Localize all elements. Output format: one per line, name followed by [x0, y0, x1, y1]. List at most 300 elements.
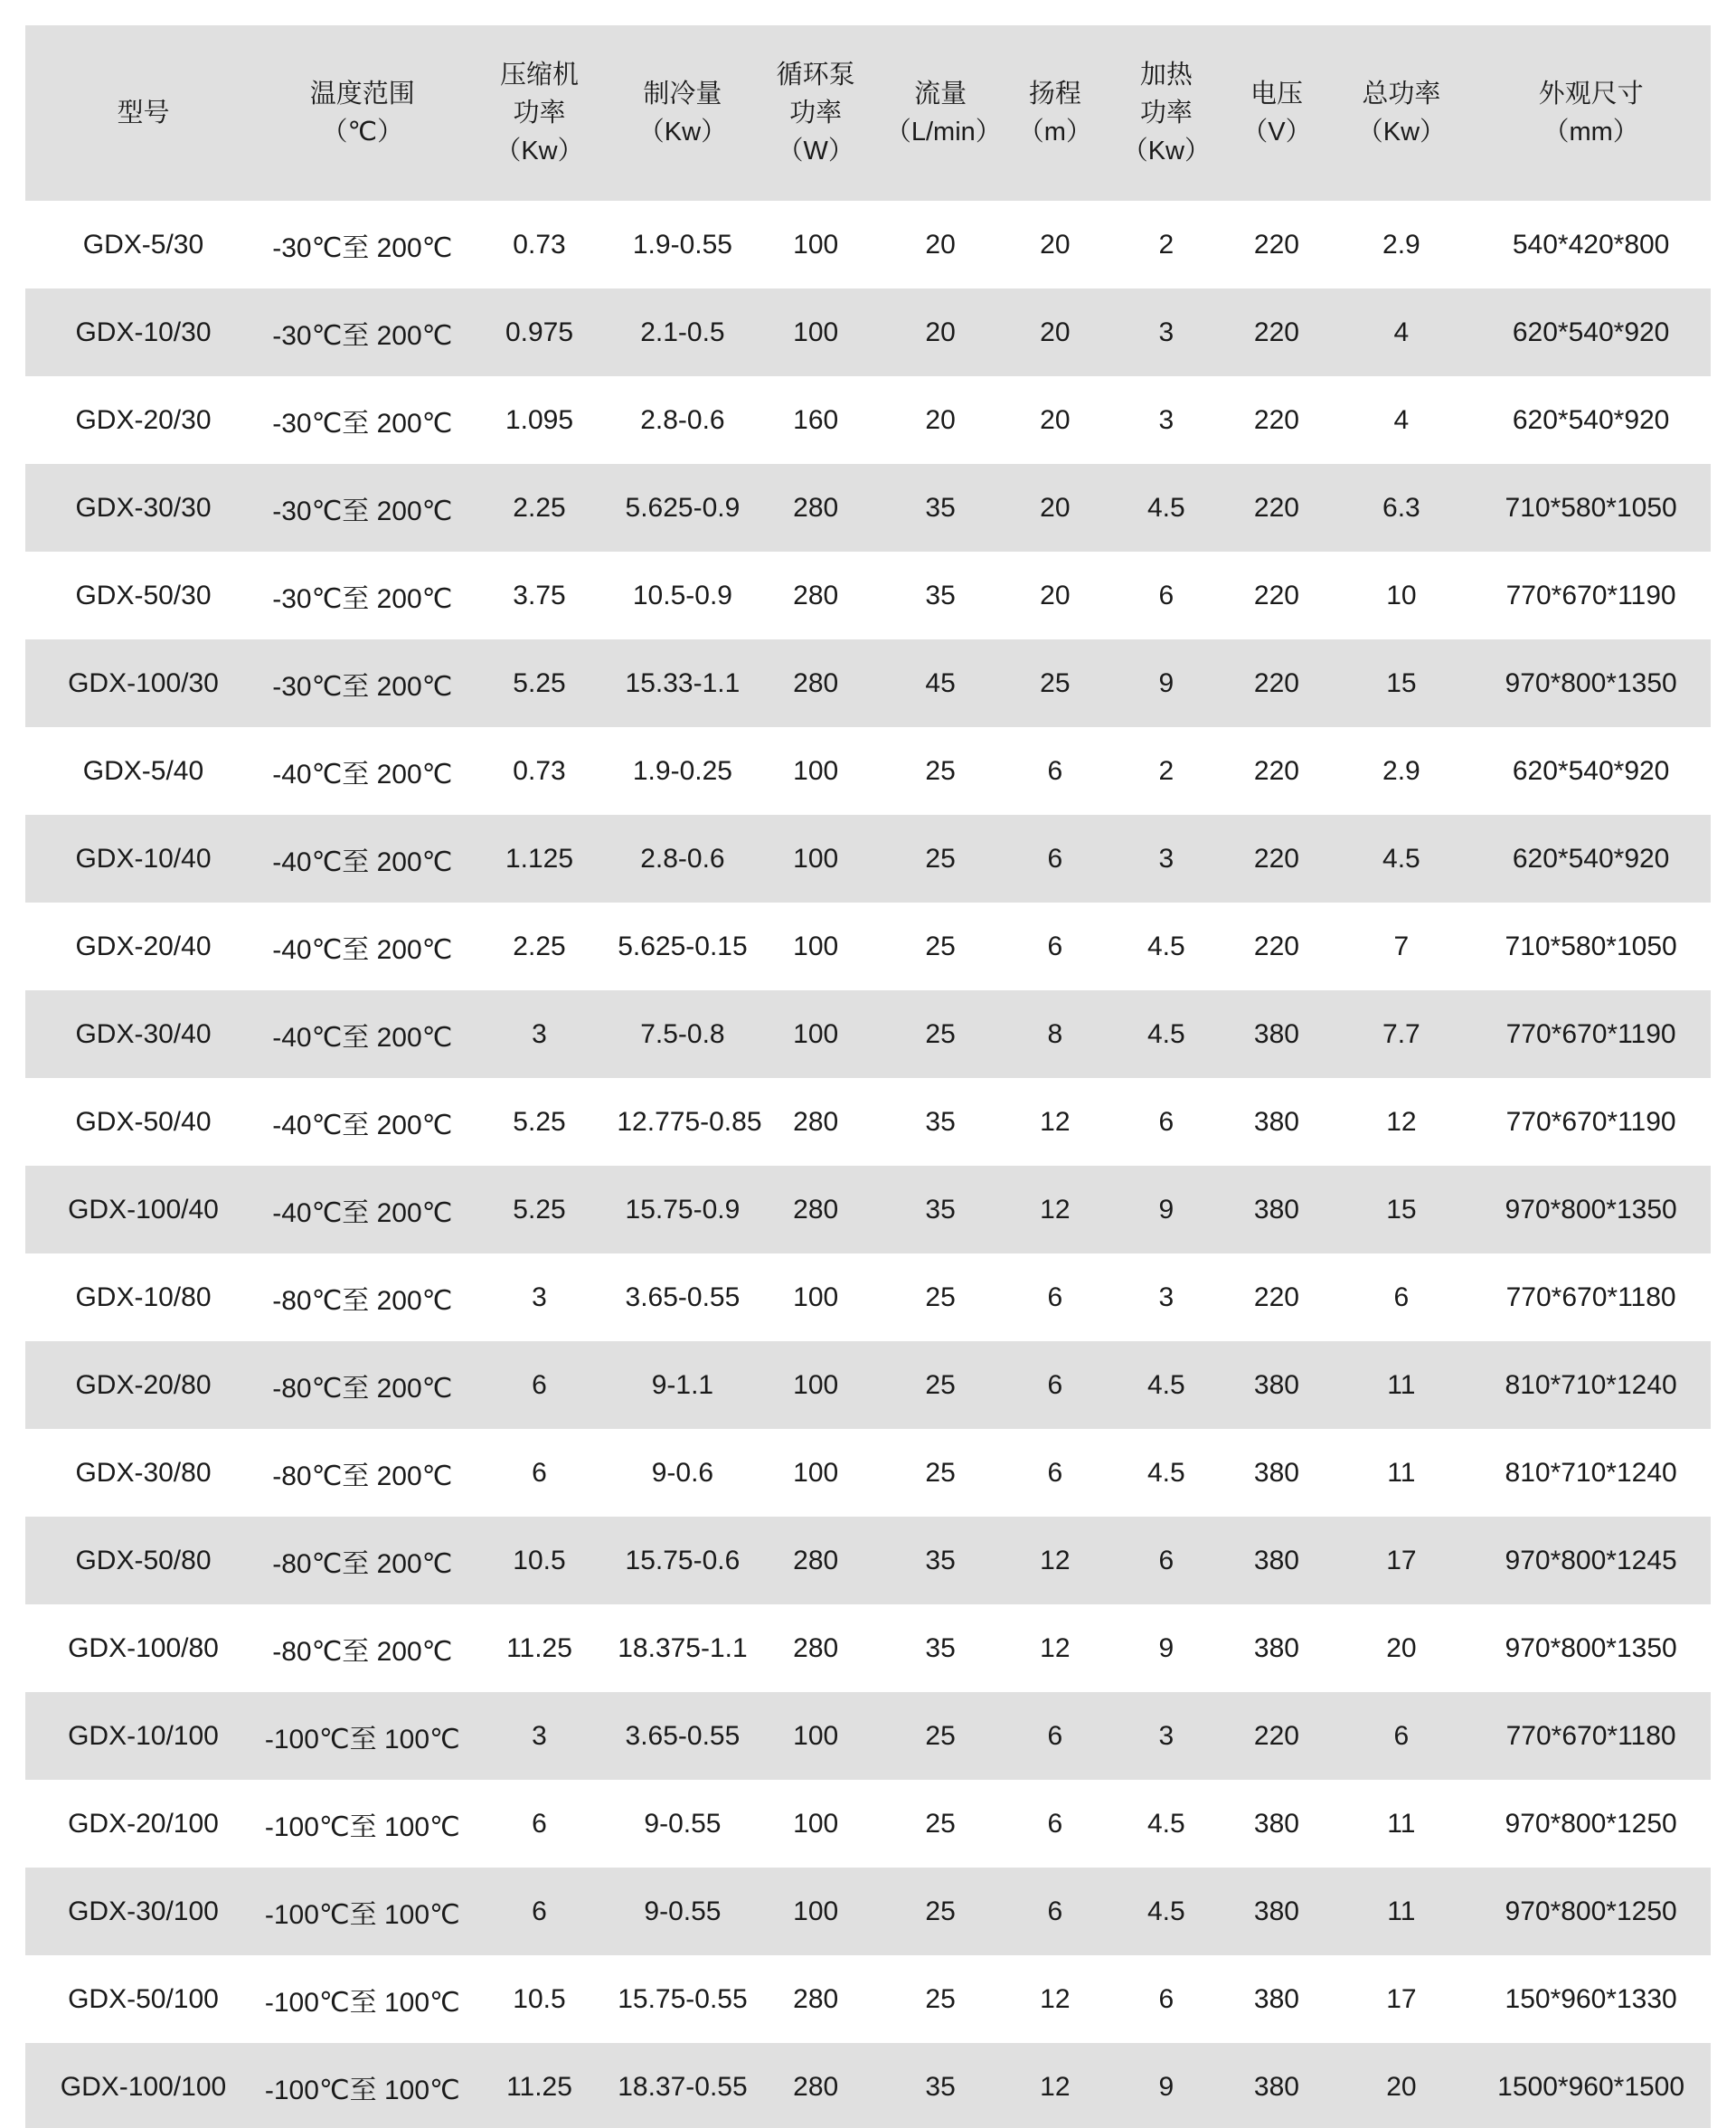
cell-lift-head: 12 [1040, 1545, 1071, 1575]
cell-lift-head: 25 [1040, 667, 1071, 698]
cell-flow-rate: 25 [925, 1808, 956, 1839]
column-header-line: （Kw） [637, 118, 728, 147]
table-row [25, 1955, 1711, 2043]
cell-heating-power: 3 [1158, 1282, 1175, 1312]
cell-pump-power: 100 [793, 317, 839, 347]
column-header-dimensions [1471, 25, 1711, 201]
table-row [25, 288, 1711, 376]
cell-voltage: 220 [1253, 492, 1299, 523]
cell-model: GDX-30/100 [68, 1896, 219, 1926]
cell-pump-power: 100 [793, 1808, 839, 1839]
cell-temp-range: -40℃至 200℃ [272, 759, 453, 790]
cell-lift-head: 6 [1047, 843, 1063, 874]
cell-model: GDX-100/30 [68, 667, 219, 698]
cell-total-power: 11 [1387, 1369, 1416, 1400]
cell-cooling-capacity: 12.775-0.85 [617, 1106, 762, 1137]
column-header-pump-power [750, 25, 881, 201]
cell-dimensions: 770*670*1190 [1505, 1018, 1676, 1049]
cell-total-power: 2.9 [1382, 755, 1420, 786]
cell-dimensions: 970*800*1245 [1505, 1545, 1677, 1575]
cell-total-power: 6.3 [1382, 492, 1420, 523]
cell-total-power: 11 [1387, 1896, 1416, 1926]
cell-cooling-capacity: 10.5-0.9 [632, 580, 732, 610]
cell-cooling-capacity: 9-0.55 [644, 1808, 722, 1839]
cell-lift-head: 12 [1040, 1194, 1071, 1225]
cell-heating-power: 3 [1158, 1720, 1175, 1751]
column-header-line: 功率 [513, 98, 566, 128]
cell-lift-head: 6 [1047, 931, 1063, 961]
cell-total-power: 4.5 [1382, 843, 1420, 874]
cell-lift-head: 20 [1040, 229, 1071, 260]
cell-total-power: 20 [1386, 1632, 1417, 1663]
cell-model: GDX-10/100 [68, 1720, 219, 1751]
cell-cooling-capacity: 18.375-1.1 [618, 1632, 748, 1663]
cell-lift-head: 6 [1047, 1720, 1063, 1751]
cell-flow-rate: 25 [925, 1720, 956, 1751]
cell-temp-range: -100℃至 100℃ [264, 2075, 460, 2105]
cell-model: GDX-50/40 [75, 1106, 212, 1137]
table-header-row [25, 25, 1711, 201]
cell-pump-power: 100 [793, 755, 839, 786]
cell-heating-power: 9 [1158, 2071, 1175, 2102]
cell-pump-power: 280 [793, 1194, 839, 1225]
cell-compressor-power: 10.5 [513, 1983, 566, 2014]
cell-temp-range: -30℃至 200℃ [272, 583, 453, 614]
cell-temp-range: -100℃至 100℃ [264, 1987, 460, 2018]
column-header-temp-range [261, 25, 464, 201]
cell-flow-rate: 25 [925, 1983, 956, 2014]
cell-dimensions: 810*710*1240 [1505, 1369, 1677, 1400]
cell-model: GDX-100/80 [68, 1632, 219, 1663]
cell-model: GDX-5/30 [82, 229, 204, 260]
cell-dimensions: 970*800*1250 [1505, 1808, 1677, 1839]
cell-heating-power: 4.5 [1147, 931, 1185, 961]
cell-heating-power: 3 [1158, 317, 1175, 347]
cell-total-power: 11 [1387, 1808, 1416, 1839]
cell-model: GDX-20/30 [75, 404, 212, 435]
cell-lift-head: 12 [1040, 1983, 1071, 2014]
cell-cooling-capacity: 15.33-1.1 [625, 667, 741, 698]
table-row [25, 1166, 1711, 1253]
cell-compressor-power: 5.25 [513, 1106, 566, 1137]
cell-flow-rate: 35 [925, 1106, 956, 1137]
cell-voltage: 380 [1253, 1369, 1299, 1400]
cell-cooling-capacity: 18.37-0.55 [618, 2071, 748, 2102]
cell-compressor-power: 3 [532, 1720, 547, 1751]
cell-voltage: 380 [1253, 1896, 1299, 1926]
column-header-line: （Kw） [495, 137, 584, 166]
cell-pump-power: 100 [793, 931, 839, 961]
cell-temp-range: -100℃至 100℃ [264, 1724, 460, 1754]
cell-flow-rate: 25 [925, 843, 956, 874]
cell-cooling-capacity: 15.75-0.9 [625, 1194, 741, 1225]
column-header-line: （L/min） [884, 118, 1002, 147]
table-row [25, 639, 1711, 727]
cell-voltage: 380 [1253, 1018, 1299, 1049]
cell-voltage: 380 [1253, 1545, 1299, 1575]
cell-voltage: 380 [1253, 1106, 1299, 1137]
column-header-line: 外观尺寸 [1538, 79, 1644, 109]
cell-compressor-power: 0.975 [505, 317, 574, 347]
cell-dimensions: 970*800*1350 [1505, 1632, 1677, 1663]
cell-lift-head: 8 [1047, 1018, 1063, 1049]
table-row [25, 1253, 1711, 1341]
cell-temp-range: -30℃至 200℃ [272, 496, 453, 526]
cell-pump-power: 100 [793, 843, 839, 874]
cell-compressor-power: 6 [532, 1896, 547, 1926]
cell-temp-range: -40℃至 200℃ [272, 846, 453, 877]
cell-pump-power: 280 [793, 667, 839, 698]
cell-voltage: 220 [1253, 1720, 1299, 1751]
table-row [25, 1341, 1711, 1429]
cell-dimensions: 810*710*1240 [1505, 1457, 1677, 1488]
cell-model: GDX-50/80 [75, 1545, 212, 1575]
cell-total-power: 7.7 [1382, 1018, 1420, 1049]
column-header-line: 温度范围 [309, 79, 415, 109]
cell-total-power: 4 [1393, 317, 1410, 347]
cell-dimensions: 770*670*1190 [1505, 580, 1676, 610]
cell-flow-rate: 25 [925, 1896, 956, 1926]
cell-pump-power: 100 [793, 1282, 839, 1312]
cell-heating-power: 4.5 [1147, 1369, 1185, 1400]
cell-voltage: 380 [1253, 1194, 1299, 1225]
table-row [25, 1429, 1711, 1517]
cell-voltage: 220 [1253, 317, 1299, 347]
column-header-line: （m） [1017, 118, 1092, 147]
cell-temp-range: -30℃至 200℃ [272, 232, 453, 263]
cell-temp-range: -80℃至 200℃ [272, 1285, 453, 1316]
cell-flow-rate: 35 [925, 1194, 956, 1225]
cell-dimensions: 970*800*1350 [1505, 1194, 1677, 1225]
cell-cooling-capacity: 9-0.6 [651, 1457, 714, 1488]
cell-total-power: 15 [1386, 667, 1417, 698]
cell-lift-head: 6 [1047, 1369, 1063, 1400]
cell-pump-power: 280 [793, 1632, 839, 1663]
cell-voltage: 220 [1253, 843, 1299, 874]
cell-lift-head: 6 [1047, 1808, 1063, 1839]
cell-flow-rate: 35 [925, 1632, 956, 1663]
cell-voltage: 220 [1253, 755, 1299, 786]
table-row [25, 903, 1711, 990]
cell-temp-range: -40℃至 200℃ [272, 1197, 453, 1228]
cell-heating-power: 2 [1158, 229, 1175, 260]
cell-temp-range: -100℃至 100℃ [264, 1811, 460, 1842]
column-header-model [25, 25, 261, 201]
cell-dimensions: 1500*960*1500 [1497, 2071, 1685, 2102]
cell-flow-rate: 25 [925, 931, 956, 961]
cell-lift-head: 12 [1040, 1106, 1071, 1137]
cell-lift-head: 6 [1047, 1457, 1063, 1488]
cell-total-power: 12 [1386, 1106, 1417, 1137]
column-header-line: 制冷量 [643, 79, 722, 109]
cell-lift-head: 12 [1040, 2071, 1071, 2102]
cell-voltage: 380 [1253, 1457, 1299, 1488]
cell-heating-power: 4.5 [1147, 1457, 1185, 1488]
cell-pump-power: 100 [793, 229, 839, 260]
column-header-line: （V） [1241, 118, 1312, 147]
cell-voltage: 380 [1253, 1983, 1299, 2014]
cell-flow-rate: 20 [925, 404, 956, 435]
cell-compressor-power: 0.73 [513, 755, 566, 786]
column-header-cooling-capacity [615, 25, 750, 201]
column-header-total-power [1332, 25, 1472, 201]
cell-compressor-power: 3 [532, 1018, 547, 1049]
cell-total-power: 4 [1393, 404, 1410, 435]
cell-lift-head: 6 [1047, 755, 1063, 786]
column-header-line: 流量 [914, 79, 967, 109]
cell-cooling-capacity: 2.8-0.6 [640, 843, 725, 874]
cell-cooling-capacity: 1.9-0.25 [632, 755, 732, 786]
cell-model: GDX-20/80 [75, 1369, 212, 1400]
cell-model: GDX-10/40 [75, 843, 212, 874]
cell-total-power: 20 [1386, 2071, 1417, 2102]
cell-compressor-power: 3.75 [513, 580, 566, 610]
table-row [25, 464, 1711, 552]
cell-model: GDX-10/30 [75, 317, 212, 347]
cell-model: GDX-100/100 [60, 2071, 227, 2102]
cell-heating-power: 9 [1158, 667, 1175, 698]
column-header-line: 循环泵 [776, 60, 855, 90]
cell-dimensions: 770*670*1180 [1505, 1720, 1676, 1751]
cell-voltage: 380 [1253, 1632, 1299, 1663]
cell-lift-head: 6 [1047, 1282, 1063, 1312]
cell-heating-power: 4.5 [1147, 1896, 1185, 1926]
cell-dimensions: 970*800*1350 [1505, 667, 1677, 698]
cell-compressor-power: 0.73 [513, 229, 566, 260]
table-row [25, 376, 1711, 464]
cell-temp-range: -80℃至 200℃ [272, 1548, 453, 1579]
cell-model: GDX-30/40 [75, 1018, 212, 1049]
table-row [25, 1692, 1711, 1780]
cell-voltage: 220 [1253, 667, 1299, 698]
column-header-line: 扬程 [1028, 79, 1081, 109]
cell-compressor-power: 2.25 [513, 931, 566, 961]
cell-heating-power: 3 [1158, 843, 1175, 874]
cell-compressor-power: 1.095 [505, 404, 574, 435]
cell-flow-rate: 35 [925, 492, 956, 523]
cell-heating-power: 9 [1158, 1632, 1175, 1663]
cell-heating-power: 9 [1158, 1194, 1175, 1225]
cell-pump-power: 280 [793, 1545, 839, 1575]
cell-total-power: 17 [1386, 1983, 1417, 2014]
cell-heating-power: 3 [1158, 404, 1175, 435]
cell-model: GDX-10/80 [75, 1282, 212, 1312]
column-header-line: 电压 [1250, 79, 1303, 109]
table-row [25, 1780, 1711, 1868]
column-header-line: 总功率 [1362, 79, 1441, 109]
cell-model: GDX-20/40 [75, 931, 212, 961]
cell-total-power: 2.9 [1382, 229, 1420, 260]
cell-model: GDX-20/100 [68, 1808, 219, 1839]
table-row [25, 201, 1711, 288]
cell-voltage: 220 [1253, 931, 1299, 961]
cell-cooling-capacity: 15.75-0.6 [625, 1545, 741, 1575]
cell-cooling-capacity: 2.1-0.5 [640, 317, 725, 347]
cell-total-power: 6 [1393, 1720, 1410, 1751]
cell-compressor-power: 6 [532, 1369, 547, 1400]
cell-total-power: 6 [1393, 1282, 1410, 1312]
column-header-line: 压缩机 [499, 60, 579, 90]
table-row [25, 2043, 1711, 2128]
cell-dimensions: 710*580*1050 [1505, 492, 1677, 523]
column-header-line: 加热 [1139, 60, 1193, 90]
cell-flow-rate: 25 [925, 1018, 956, 1049]
cell-cooling-capacity: 5.625-0.9 [625, 492, 741, 523]
cell-dimensions: 620*540*920 [1512, 755, 1670, 786]
cell-flow-rate: 35 [925, 580, 956, 610]
cell-total-power: 11 [1387, 1457, 1416, 1488]
cell-heating-power: 4.5 [1147, 1018, 1185, 1049]
cell-voltage: 220 [1253, 1282, 1299, 1312]
cell-pump-power: 280 [793, 1106, 839, 1137]
cell-heating-power: 2 [1158, 755, 1175, 786]
column-header-compressor-power [464, 25, 616, 201]
cell-temp-range: -30℃至 200℃ [272, 671, 453, 702]
cell-flow-rate: 25 [925, 755, 956, 786]
cell-model: GDX-50/100 [68, 1983, 219, 2014]
cell-compressor-power: 11.25 [506, 2071, 572, 2102]
cell-dimensions: 620*540*920 [1512, 843, 1670, 874]
table-row [25, 1604, 1711, 1692]
cell-pump-power: 280 [793, 580, 839, 610]
cell-cooling-capacity: 3.65-0.55 [625, 1720, 741, 1751]
cell-flow-rate: 25 [925, 1369, 956, 1400]
cell-dimensions: 770*670*1180 [1505, 1282, 1676, 1312]
column-header-line: （mm） [1543, 118, 1639, 147]
cell-pump-power: 280 [793, 2071, 839, 2102]
cell-cooling-capacity: 9-1.1 [651, 1369, 714, 1400]
cell-model: GDX-100/40 [68, 1194, 219, 1225]
table-row [25, 552, 1711, 639]
cell-lift-head: 20 [1040, 492, 1071, 523]
product-spec-table [25, 25, 1711, 2128]
table-row [25, 1868, 1711, 1955]
table-header [25, 25, 1711, 201]
cell-total-power: 7 [1393, 931, 1410, 961]
cell-voltage: 220 [1253, 404, 1299, 435]
cell-heating-power: 4.5 [1147, 492, 1185, 523]
cell-pump-power: 100 [793, 1896, 839, 1926]
cell-cooling-capacity: 1.9-0.55 [632, 229, 732, 260]
table-row [25, 1078, 1711, 1166]
cell-compressor-power: 2.25 [513, 492, 566, 523]
cell-lift-head: 20 [1040, 317, 1071, 347]
table-body [25, 201, 1711, 2128]
cell-voltage: 380 [1253, 2071, 1299, 2102]
cell-flow-rate: 25 [925, 1457, 956, 1488]
column-header-line: （℃） [321, 118, 404, 147]
cell-temp-range: -40℃至 200℃ [272, 934, 453, 965]
cell-temp-range: -80℃至 200℃ [272, 1461, 453, 1491]
cell-temp-range: -100℃至 100℃ [264, 1899, 460, 1930]
cell-pump-power: 100 [793, 1369, 839, 1400]
cell-lift-head: 12 [1040, 1632, 1071, 1663]
cell-compressor-power: 6 [532, 1808, 547, 1839]
column-header-flow-rate [882, 25, 1002, 201]
cell-flow-rate: 20 [925, 317, 956, 347]
cell-model: GDX-30/30 [75, 492, 212, 523]
column-header-heating-power [1110, 25, 1222, 201]
cell-model: GDX-5/40 [82, 755, 204, 786]
cell-dimensions: 770*670*1190 [1505, 1106, 1676, 1137]
cell-dimensions: 540*420*800 [1512, 229, 1670, 260]
cell-pump-power: 280 [793, 1983, 839, 2014]
cell-pump-power: 100 [793, 1018, 839, 1049]
cell-pump-power: 100 [793, 1457, 839, 1488]
cell-voltage: 220 [1253, 229, 1299, 260]
cell-temp-range: -80℃至 200℃ [272, 1373, 453, 1404]
cell-lift-head: 6 [1047, 1896, 1063, 1926]
cell-heating-power: 6 [1158, 1545, 1175, 1575]
cell-lift-head: 20 [1040, 404, 1071, 435]
cell-model: GDX-30/80 [75, 1457, 212, 1488]
cell-temp-range: -30℃至 200℃ [272, 408, 453, 439]
cell-cooling-capacity: 9-0.55 [644, 1896, 722, 1926]
cell-temp-range: -40℃至 200℃ [272, 1110, 453, 1140]
cell-voltage: 380 [1253, 1808, 1299, 1839]
cell-cooling-capacity: 2.8-0.6 [640, 404, 725, 435]
cell-compressor-power: 10.5 [513, 1545, 566, 1575]
cell-pump-power: 280 [793, 492, 839, 523]
cell-model: GDX-50/30 [75, 580, 212, 610]
cell-compressor-power: 11.25 [506, 1632, 572, 1663]
cell-flow-rate: 35 [925, 1545, 956, 1575]
cell-dimensions: 620*540*920 [1512, 404, 1670, 435]
cell-total-power: 10 [1386, 580, 1417, 610]
cell-total-power: 15 [1386, 1194, 1417, 1225]
cell-compressor-power: 3 [532, 1282, 547, 1312]
cell-flow-rate: 45 [925, 667, 956, 698]
cell-heating-power: 6 [1158, 580, 1175, 610]
cell-cooling-capacity: 7.5-0.8 [640, 1018, 725, 1049]
cell-voltage: 220 [1253, 580, 1299, 610]
cell-heating-power: 6 [1158, 1983, 1175, 2014]
table-row [25, 1517, 1711, 1604]
cell-heating-power: 4.5 [1147, 1808, 1185, 1839]
cell-temp-range: -30℃至 200℃ [272, 320, 453, 351]
cell-compressor-power: 5.25 [513, 667, 566, 698]
cell-dimensions: 970*800*1250 [1505, 1896, 1677, 1926]
cell-compressor-power: 6 [532, 1457, 547, 1488]
column-header-line: 型号 [117, 98, 170, 128]
column-header-lift-head [999, 25, 1110, 201]
cell-temp-range: -40℃至 200℃ [272, 1022, 453, 1053]
column-header-line: 功率 [789, 98, 843, 128]
column-header-line: （Kw） [1356, 118, 1447, 147]
cell-pump-power: 100 [793, 1720, 839, 1751]
cell-total-power: 17 [1386, 1545, 1417, 1575]
cell-flow-rate: 25 [925, 1282, 956, 1312]
cell-heating-power: 6 [1158, 1106, 1175, 1137]
cell-cooling-capacity: 5.625-0.15 [618, 931, 748, 961]
cell-flow-rate: 35 [925, 2071, 956, 2102]
table-row [25, 727, 1711, 815]
cell-dimensions: 620*540*920 [1512, 317, 1670, 347]
cell-pump-power: 160 [793, 404, 839, 435]
cell-cooling-capacity: 3.65-0.55 [625, 1282, 741, 1312]
cell-cooling-capacity: 15.75-0.55 [618, 1983, 748, 2014]
cell-temp-range: -80℃至 200℃ [272, 1636, 453, 1667]
cell-compressor-power: 5.25 [513, 1194, 566, 1225]
column-header-line: 功率 [1139, 98, 1193, 128]
column-header-voltage [1222, 25, 1331, 201]
cell-lift-head: 20 [1040, 580, 1071, 610]
cell-flow-rate: 20 [925, 229, 956, 260]
cell-dimensions: 710*580*1050 [1505, 931, 1677, 961]
column-header-line: （Kw） [1121, 137, 1212, 166]
cell-dimensions: 150*960*1330 [1505, 1983, 1677, 2014]
table-row [25, 990, 1711, 1078]
